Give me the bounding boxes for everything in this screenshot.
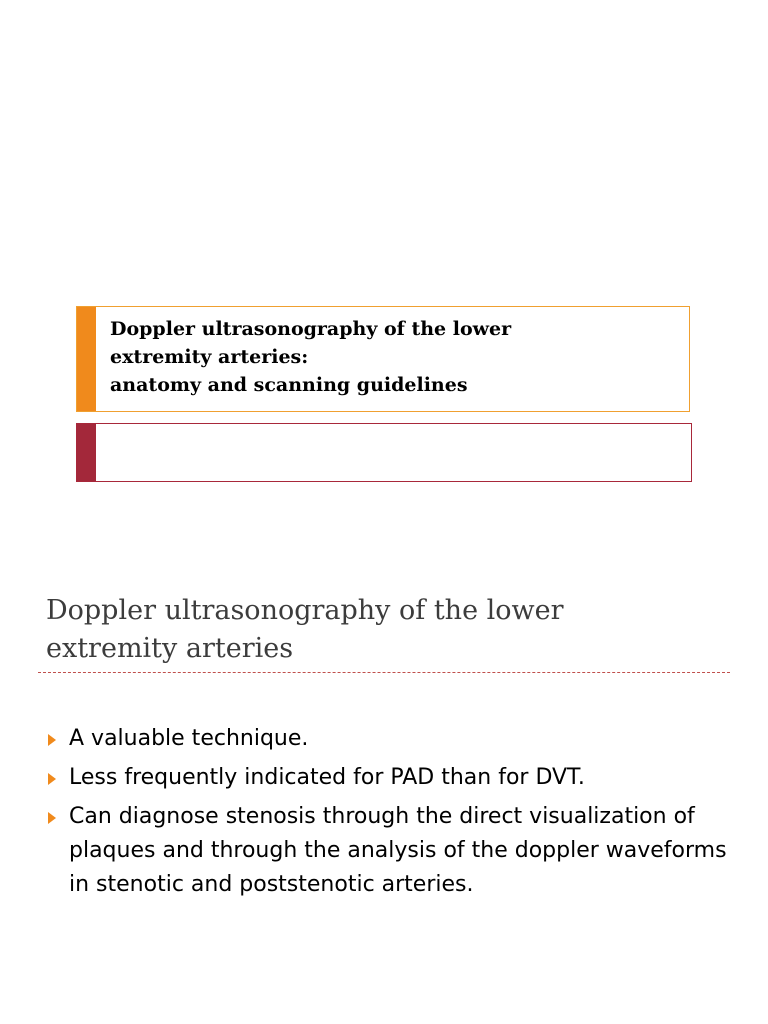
bullet-item: [46, 722, 746, 756]
triangle-right-icon: [48, 773, 56, 785]
bullet-item: [46, 761, 746, 795]
slide-heading: Doppler ultrasonography of the lower extremity arteries: [46, 595, 564, 664]
heading-divider: [38, 672, 730, 673]
bullet-item: [46, 800, 746, 902]
subtitle-accent-bar: [77, 424, 96, 481]
slide-subtitle-box: [76, 423, 692, 482]
title-accent-bar: [77, 307, 96, 411]
bullet-text: Less frequently indicated for PAD than for DVT.: [69, 765, 585, 790]
slide-title-box: [76, 306, 690, 412]
triangle-right-icon: [48, 812, 56, 824]
slide-title: Doppler ultrasonography of the lower extremity arteries: anatomy and scanning guidelines: [110, 318, 512, 396]
triangle-right-icon: [48, 734, 56, 746]
bullet-text: Can diagnose stenosis through the direct visualization of plaques and through the analysis of the doppler waveforms in stenotic and poststenotic arteries.: [69, 804, 727, 897]
bullet-text: A valuable technique.: [69, 726, 309, 751]
bullet-list: [46, 722, 746, 907]
